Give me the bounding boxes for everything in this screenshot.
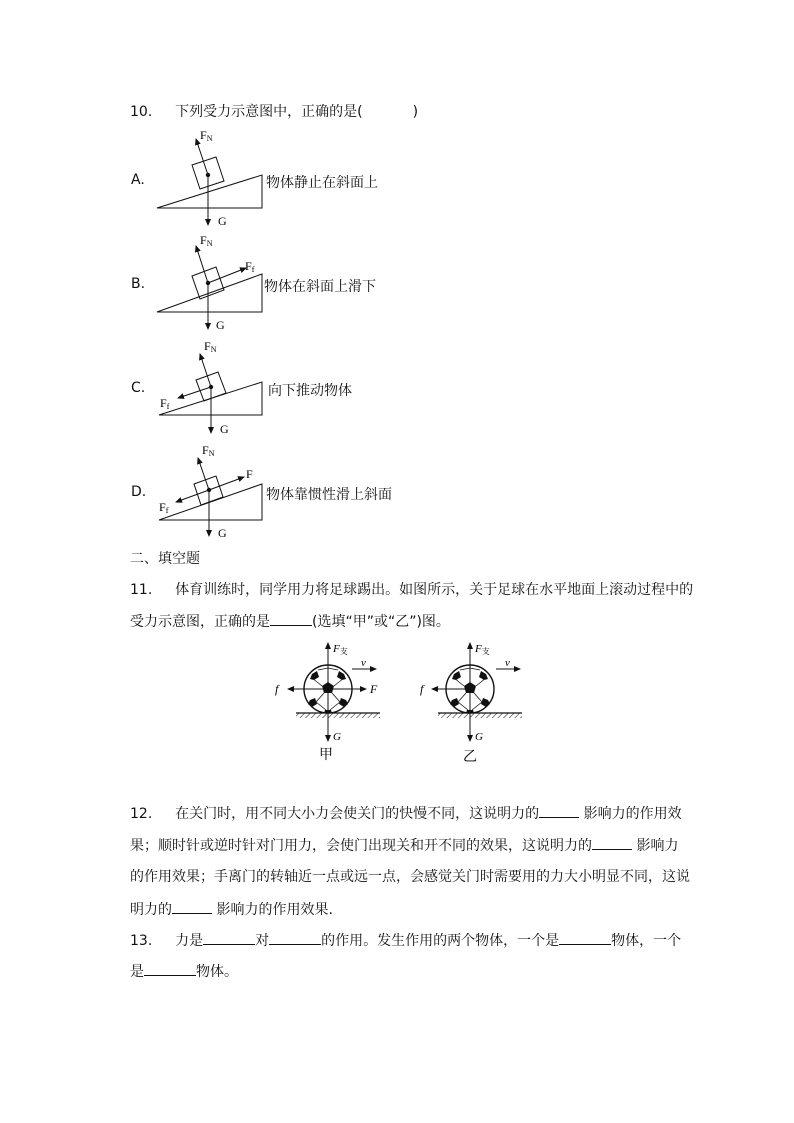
label-g-right: G [475,731,483,743]
normal-force-arrow-c [200,354,211,387]
q13-blank-4[interactable] [144,961,196,976]
label-fsupport-left: F支 [333,643,348,656]
q11-text2b: (选填“甲”或“乙”)图。 [312,614,450,630]
q13-text1a: 力是 [175,933,204,949]
force-arrow-d [209,477,244,490]
label-ff-d: Ff [159,500,169,515]
diagram-d [150,440,270,545]
soccer-figure [270,640,530,768]
caption-jia: 甲 [319,748,333,763]
q12-text1a: 在关门时，用不同大小力会使关门的快慢不同，这说明力的 [175,806,540,822]
push-arrow-c [178,387,211,398]
q10-number: 10. [130,104,153,120]
normal-force-arrow-d [198,458,209,490]
q13-blank-3[interactable] [559,930,611,945]
label-f-left: f [275,682,279,696]
label-ff-c: Ff [160,396,170,411]
friction-arrow-d [176,490,209,502]
q13-text1c: 的作用。发生作用的两个物体，一个是 [321,933,560,949]
label-bigf-left: F [370,682,378,696]
q10-stem [130,102,418,122]
label-fn-b: FN [200,233,213,248]
q11-text1: 体育训练时，同学用力将足球踢出。如图所示，关于足球在水平地面上滚动过程中的 [175,582,694,598]
normal-force-arrow-b [196,246,208,283]
caption-yi: 乙 [463,750,477,765]
q13-blank-2[interactable] [269,930,321,945]
diagram-a [150,125,270,230]
option-c-letter: C. [131,380,146,396]
q12-text3: 的作用效果；手离门的转轴近一点或远一点，会感觉关门时需要用的力大小明显不同，这说 [130,869,690,885]
diagram-b [150,230,270,335]
label-fn-c: FN [204,339,217,354]
label-g-c: G [220,422,229,436]
option-b-letter: B. [131,276,146,292]
q12-text4b: 影响力的作用效果. [216,902,333,918]
q12-text4a: 明力的 [130,902,172,918]
label-g-b: G [216,318,225,332]
q11-text2a: 受力示意图，正确的是 [130,614,270,630]
figure-yi [420,643,522,765]
q13-blank-1[interactable] [203,930,255,945]
q12-text1b: 影响力的作用效 [583,806,682,822]
q13-text2a: 是 [130,964,144,980]
q12-blank-3[interactable] [172,899,212,914]
friction-arrow-b [208,268,246,283]
label-f-right: f [420,682,424,696]
label-f-d: F [246,467,253,481]
q13-line2 [130,961,238,982]
option-a-letter: A. [131,172,145,188]
label-fsupport-right: F支 [475,643,490,656]
q11-line2 [130,611,450,632]
option-d-caption: 物体靠惯性滑上斜面 [266,487,392,503]
q10-stem-text: 下列受力示意图中，正确的是( [175,104,363,120]
normal-force-arrow-a [196,139,208,175]
q12-text2a: 果；顺时针或逆时针对门用力，会使门出现关和开不同的效果，这说明力的 [130,838,592,854]
q11-answer-blank[interactable] [270,611,312,626]
q12-number: 12. [130,806,153,822]
q12-line1 [130,803,682,824]
q12-line4 [130,899,333,920]
label-g-left: G [333,731,341,743]
incline-b [157,274,262,312]
label-fn-d: FN [202,443,215,458]
q11-number: 11. [130,582,153,598]
option-b-caption: 物体在斜面上滑下 [264,279,376,295]
label-g-a: G [218,214,227,228]
q13-text1d: 物体，一个 [611,933,682,949]
option-a-caption: 物体静止在斜面上 [266,175,378,191]
q12-blank-2[interactable] [592,835,632,850]
q13-text1b: 对 [255,933,270,949]
label-fn-a: FN [200,128,213,143]
label-ff-b: Ff [245,259,255,274]
option-c-caption: 向下推动物体 [268,383,352,399]
section-title: 二、填空题 [130,551,200,567]
label-v-right: v [505,657,510,669]
q13-line1 [130,930,681,951]
label-g-d: G [218,526,227,540]
q12-line2 [130,835,678,856]
q12-text2b: 影响力 [636,838,679,854]
q12-line3 [130,867,690,887]
figure-jia [275,643,380,763]
q12-blank-1[interactable] [539,803,579,818]
incline-a [157,175,262,208]
q13-number: 13. [130,933,153,949]
q13-text2b: 物体。 [196,964,238,980]
q10-stem-close: ) [412,104,419,120]
label-v-left: v [361,657,366,669]
option-d-letter: D. [131,484,147,500]
diagram-c [150,335,270,440]
q11-line1 [130,580,693,600]
